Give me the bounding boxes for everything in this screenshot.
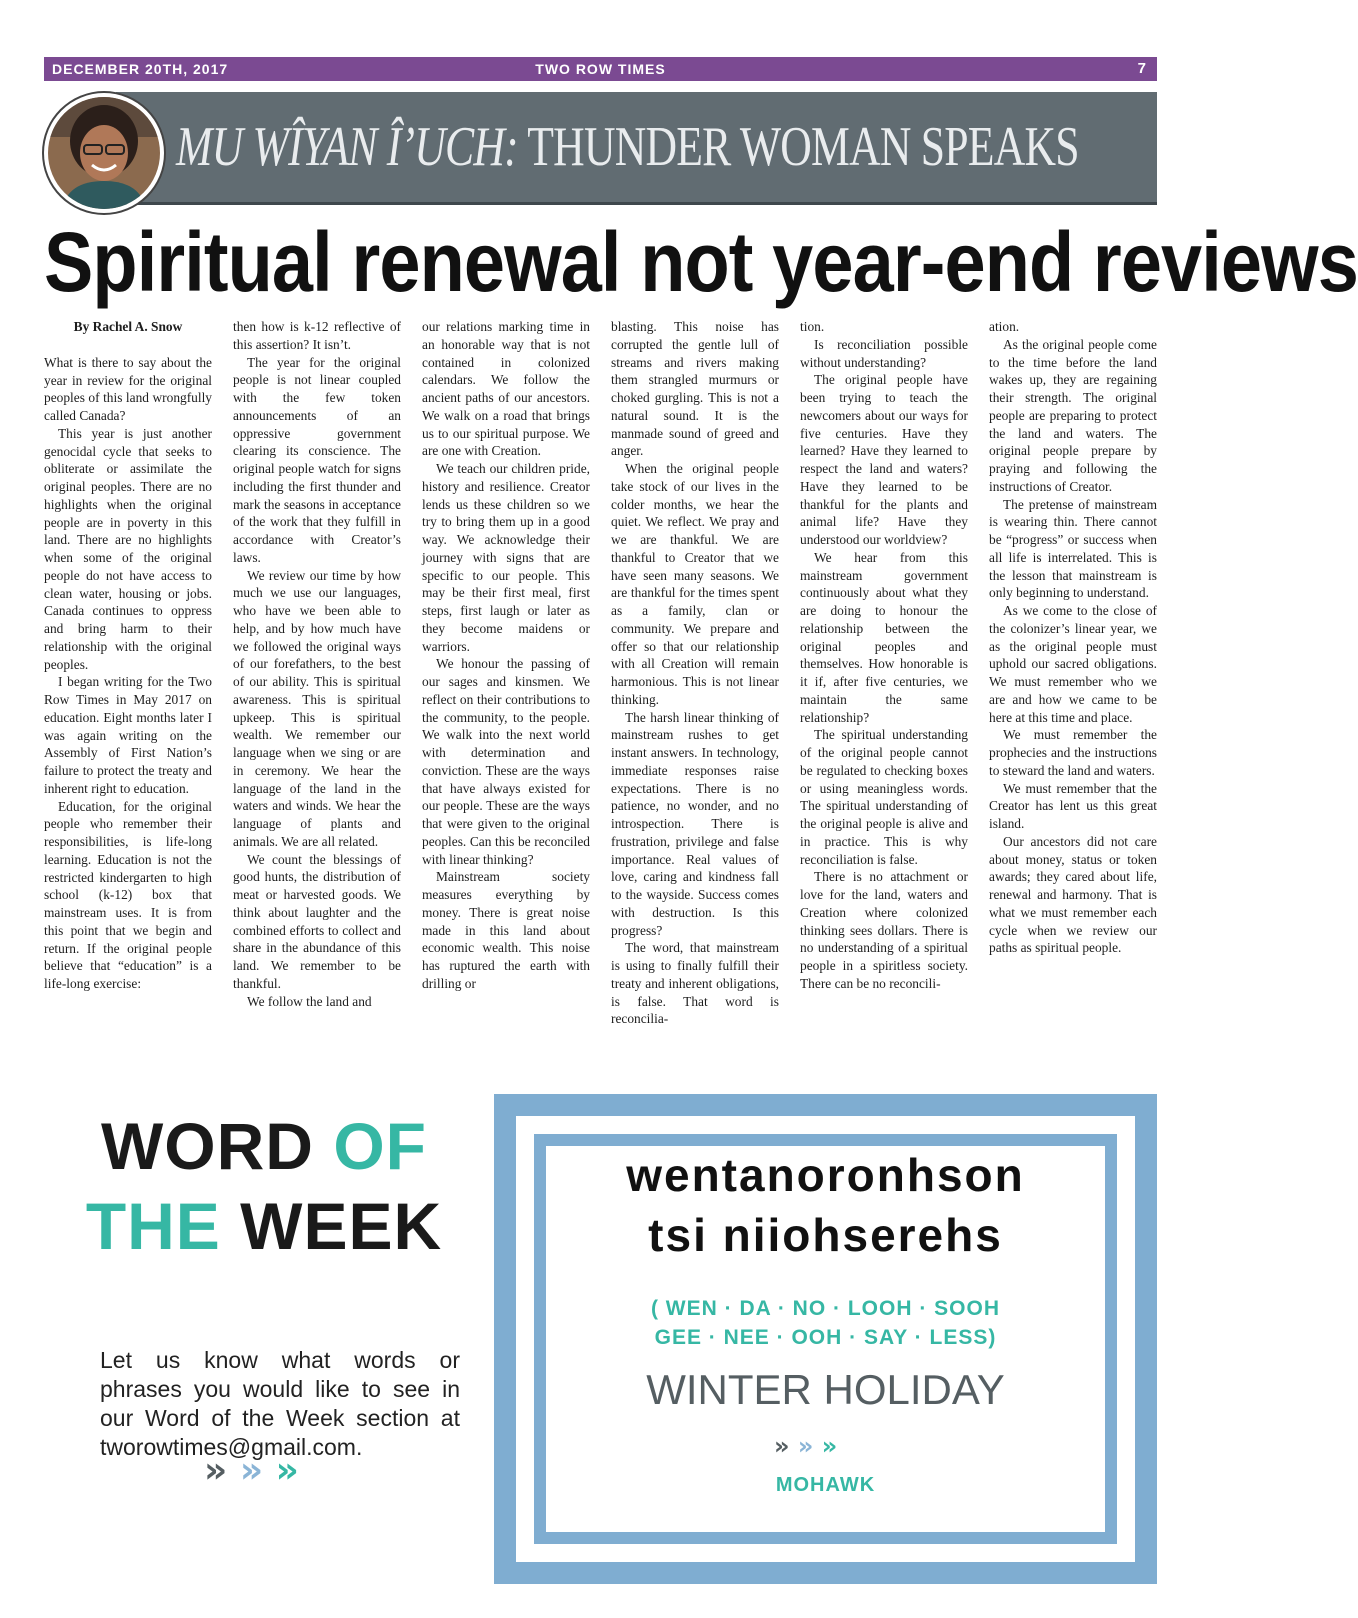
article-paragraph: There is no attachment or love for the land, waters and Creation where colonized thinking sees dollars. There is no understanding of a spiritual people in a spiritless society. There can be no reconcili- xyxy=(800,869,968,991)
issue-date: DECEMBER 20TH, 2017 xyxy=(52,61,229,77)
article-paragraph: Our ancestors did not care about money, status or token awards; they cared about life, renewal and harmony. That is what we must remember each cycle when we review our paths as spiritual people. xyxy=(989,833,1157,956)
column-title xyxy=(176,102,1079,192)
promo-word: OF xyxy=(333,1109,427,1183)
word-language: MOHAWK xyxy=(775,1474,876,1496)
chevron-right-icon: » xyxy=(821,1432,838,1460)
article-paragraph: Mainstream society measures everything by money. There is great noise made in this land about economic wealth. This noise has ruptured the earth with drilling or xyxy=(422,869,590,991)
chevron-right-icon: » xyxy=(774,1432,790,1460)
word-meaning: WINTER HOLIDAY xyxy=(646,1366,1005,1413)
article-paragraph: This year is just another genocidal cycle that seeks to obliterate or assimilate the original peoples. There are no highlights when the original people are in poverty in this land. There are no highlights when some of the original people do not have access to clean water, housing or jobs. Canada continues to oppress and bring harm to their relationship with the original peoples. xyxy=(44,425,212,672)
column-title-italic: MU WÎYAN ÎʼUCH: xyxy=(176,116,518,178)
article-paragraph: As the original people come to the time before the land wakes up, they are regaining their strength. The original people are preparing to protect the land and waters. The original people prepare by praying and following the instructions of Creator. xyxy=(989,336,1157,494)
article-paragraph: What is there to say about the year in review for the original peoples of this land wrongfully called Canada? xyxy=(44,354,212,423)
article-paragraph: then how is k-12 reflective of this assertion? It isn’t. xyxy=(233,319,401,352)
article-paragraph: We must remember that the Creator has lent us this great island. xyxy=(989,780,1157,831)
promo-word: WEEK xyxy=(220,1189,443,1263)
chevron-right-icon: » xyxy=(204,1450,228,1491)
pronunciation-line-2: GEE · NEE · OOH · SAY · LESS) xyxy=(654,1326,997,1349)
article-paragraph: When the original people take stock of our lives in the colder months, we hear the quiet. We reflect. We pray and we are thankful. We are thankful to Creator that we have seen many seasons. We are thankful for the times spent as a family, clan or community. We prepare and offer so that our relationship with all Creation will remain harmonious. This is not linear thinking. xyxy=(611,461,779,707)
article-paragraph: We hear from this mainstream government continuously about what they are doing to honour the relationship between the original peoples and themselves. How honorable is it if, after five centuries, we maintain the same relationship? xyxy=(800,549,968,725)
article-column-3 xyxy=(422,318,590,1063)
article-paragraph: I began writing for the Two Row Times in May 2017 on education. Eight months later I was again writing on the Assembly of First Nation’s failure to protect the treaty and inherent right to education. xyxy=(44,674,212,796)
article-paragraph: tion. xyxy=(800,319,825,334)
word-of-the-week-promo xyxy=(44,1090,484,1580)
author-portrait xyxy=(44,93,164,213)
article-column-1 xyxy=(44,318,212,1063)
promo-title-line-1 xyxy=(44,1108,484,1184)
promo-title-line-2 xyxy=(44,1188,484,1264)
pronunciation-line-1: ( WEN · DA · NO · LOOH · SOOH xyxy=(650,1297,1001,1320)
article-paragraph: We must remember the prophecies and the instructions to steward the land and waters. xyxy=(989,727,1157,778)
promo-word: THE xyxy=(85,1189,221,1263)
page-header-bar xyxy=(44,57,1157,81)
author-portrait-image xyxy=(48,97,160,209)
article-column-4 xyxy=(611,318,779,1063)
page-number: 7 xyxy=(1137,60,1147,77)
article-paragraph: our relations marking time in an honorable way that is not contained in colonized calendars. We follow the ancient paths of our ancestors. We walk on a road that brings us to our spiritual purpose. We are one with Creation. xyxy=(422,319,590,459)
chevron-right-icon: » xyxy=(239,1450,264,1491)
article-paragraph: ation. xyxy=(989,319,1020,334)
article-paragraph: We teach our children pride, history and resilience. Creator lends us these children so we try to bring them up in a good way. We acknowledge their journey with signs that are specific to our people. This may be their first meal, first steps, first laugh or later as they become maidens or warriors. xyxy=(422,461,590,654)
article-paragraph: The spiritual understanding of the original people cannot be regulated to checking boxes or using meaningless words. The spiritual understanding of the original people is alive and in practice. This is why reconciliation is false. xyxy=(800,727,968,867)
byline: By Rachel A. Snow xyxy=(73,319,183,334)
chevron-right-icon: » xyxy=(275,1450,299,1491)
word-panel xyxy=(494,1094,1157,1584)
article-paragraph: The word, that mainstream is using to finally fulfill their treaty and inherent obligations, is false. That word is reconcilia- xyxy=(611,940,779,1027)
article-headline: Spiritual renewal not year-end reviews xyxy=(44,215,1358,309)
panel-arrows xyxy=(774,1432,837,1460)
column-title-rest: THUNDER WOMAN SPEAKS xyxy=(527,116,1079,178)
featured-word-line-2: tsi niiohserehs xyxy=(648,1209,1003,1261)
article-paragraph: As we come to the close of the colonizer’s linear year, we as the original people must uphold our sacred obligations. We must remember who we are and how we came to be here at this time and place. xyxy=(989,603,1157,725)
article-column-6 xyxy=(989,318,1157,1063)
article-paragraph: The year for the original people is not linear coupled with the few token announcements of an oppressive government clearing its conscience. The original people watch for signs including the first thunder and mark the seasons in acceptance of the work that they fulfill in accordance with Creator’s laws. xyxy=(233,354,401,565)
article-paragraph: We follow the land and xyxy=(247,993,372,1009)
promo-invitation: Let us know what words or phrases you would like to see in our Word of the Week section at tworowtimes@gmail.com. xyxy=(100,1347,460,1460)
publication-name: TWO ROW TIMES xyxy=(535,61,666,77)
article-paragraph: We count the blessings of good hunts, the distribution of meat or harvested goods. We think about laughter and the combined efforts to collect and share in the abundance of this land. We remember to be thankful. xyxy=(233,851,401,991)
chevron-right-icon: » xyxy=(797,1432,814,1460)
article-paragraph: The harsh linear thinking of mainstream rushes to get instant answers. In technology, immediate responses raise expectations. There is no patience, no wonder, and no introspection. There is frustration, privilege and false importance. Real values of love, caring and kindness fall to the wayside. Success comes with destruction. Is this progress? xyxy=(611,709,779,938)
article-paragraph: blasting. This noise has corrupted the gentle lull of streams and rivers making them strangled murmurs or choked gurgling. This is not a natural sound. It is the manmade sound of greed and anger. xyxy=(611,319,779,459)
article-paragraph: The pretense of mainstream is wearing thin. There cannot be “progress” or success when all life is interrelated. This is the lesson that mainstream is only beginning to understand. xyxy=(989,496,1157,601)
article-paragraph: Education, for the original people who remember their responsibilities, is life-long learning. Education is not the restricted kindergarten to high school (k-12) box that mainstream uses. It is from this point that we begin and return. If the original people believe that “education” is a life-long exercise: xyxy=(44,798,212,991)
featured-word-line-1: wentanoronhson xyxy=(626,1149,1025,1201)
promo-arrows xyxy=(204,1450,299,1491)
article-paragraph: We review our time by how much we use our languages, who have we been able to help, and by how much have we followed the original ways of our forefathers, to the best of our ability. This is spiritual awareness. This is spiritual upkeep. This is spiritual wealth. We remember our language when we sing or are in ceremony. We hear the language of the land in the waters and winds. We hear the language of plants and animals. We are all related. xyxy=(233,567,401,849)
article-paragraph: We honour the passing of our sages and kinsmen. We reflect on their contributions to the community, to the people. We walk into the next world with determination and conviction. These are the ways that have always existed for our people. These are the ways that were given to the original peoples. Can this be reconciled with linear thinking? xyxy=(422,656,590,867)
article-paragraph: Is reconciliation possible without understanding? xyxy=(800,336,968,370)
article-paragraph: The original people have been trying to teach the newcomers about our ways for five centuries. Have they learned? Have they learned to respect the land and waters? Have they learned to be thankful for the plants and animal life? Have they understood our worldview? xyxy=(800,372,968,547)
article-column-5 xyxy=(800,318,968,1063)
article-column-2 xyxy=(233,318,401,1063)
promo-word: WORD xyxy=(101,1109,334,1183)
column-banner xyxy=(116,92,1157,205)
